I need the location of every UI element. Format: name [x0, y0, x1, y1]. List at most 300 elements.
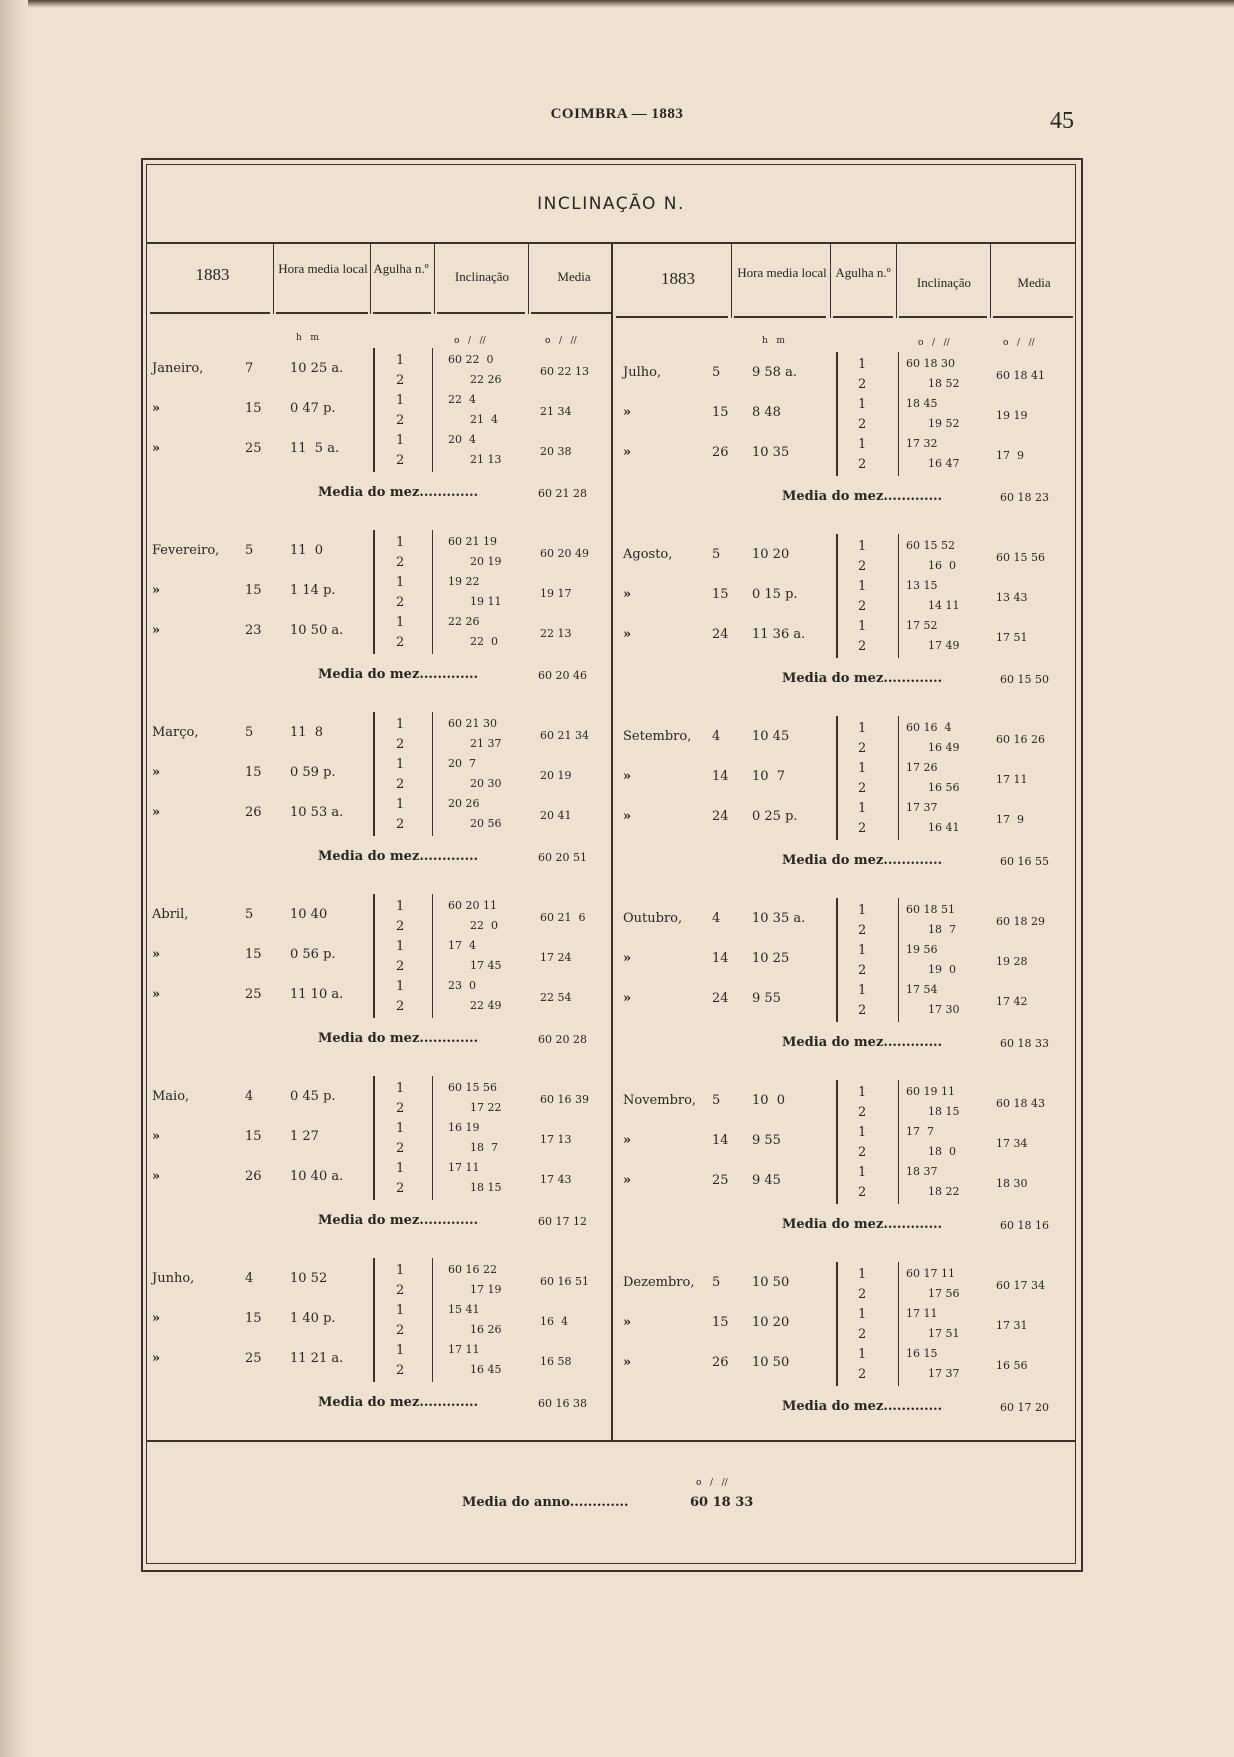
- inclination-value: 16 49: [928, 741, 960, 754]
- needle-number: 1: [858, 539, 867, 554]
- unit-hora-left: h m: [296, 333, 319, 343]
- month-name: Setembro,: [623, 729, 692, 744]
- hour-value: 1 14 p.: [290, 583, 336, 598]
- hour-value: 10 25: [752, 951, 790, 966]
- header-rule: [993, 316, 1073, 318]
- day-number: 15: [712, 587, 729, 602]
- needle-number: 2: [858, 417, 867, 432]
- inclination-value: 18 45: [906, 397, 938, 410]
- table-title: INCLINAÇÃO N.: [537, 194, 685, 214]
- inclination-value: 16 45: [470, 1363, 502, 1376]
- month-name: Agosto,: [623, 547, 673, 562]
- needle-number: 1: [396, 1121, 405, 1136]
- media-value: 60 18 29: [996, 915, 1045, 928]
- media-value: 60 16 26: [996, 733, 1045, 746]
- needle-number: 1: [858, 761, 867, 776]
- inclination-value: 20 7: [448, 757, 476, 770]
- day-number: 15: [245, 765, 262, 780]
- hour-value: 11 36 a.: [752, 627, 806, 642]
- month-name: »: [623, 809, 632, 824]
- media-value: 19 19: [996, 409, 1028, 422]
- month-mean-value: 60 18 23: [1000, 491, 1049, 504]
- inclination-value: 20 19: [470, 555, 502, 568]
- month-name: »: [623, 405, 632, 420]
- day-number: 4: [712, 911, 721, 926]
- day-number: 25: [245, 441, 262, 456]
- needle-number: 2: [858, 781, 867, 796]
- month-mean-label: Media do mez.............: [782, 853, 943, 868]
- inclination-bar: [432, 1258, 433, 1382]
- inclination-bar: [432, 348, 433, 472]
- month-mean-label: Media do mez.............: [318, 1395, 479, 1410]
- inclination-value: 17 11: [448, 1343, 480, 1356]
- inclination-value: 20 30: [470, 777, 502, 790]
- hour-value: 10 40 a.: [290, 1169, 344, 1184]
- inclination-value: 60 19 11: [906, 1085, 955, 1098]
- needle-bar: [836, 716, 838, 840]
- hour-value: 10 35 a.: [752, 911, 806, 926]
- month-name: Janeiro,: [152, 361, 204, 376]
- day-number: 5: [245, 725, 254, 740]
- needle-number: 2: [396, 595, 405, 610]
- header-divider: [990, 244, 991, 318]
- unit-hora-right: h m: [762, 336, 785, 346]
- hour-value: 10 40: [290, 907, 328, 922]
- inclination-value: 18 7: [470, 1141, 498, 1154]
- day-number: 25: [712, 1173, 729, 1188]
- inclination-value: 16 47: [928, 457, 960, 470]
- header-hora-right: Hora media local: [737, 265, 827, 280]
- day-number: 26: [712, 445, 729, 460]
- needle-number: 1: [396, 797, 405, 812]
- media-value: 60 16 51: [540, 1275, 589, 1288]
- needle-number: 1: [858, 1267, 867, 1282]
- needle-number: 1: [858, 1307, 867, 1322]
- month-name: Julho,: [623, 365, 662, 380]
- header-rule: [437, 312, 525, 314]
- inclination-value: 21 4: [470, 413, 498, 426]
- unit-angle-left: o / //: [454, 336, 486, 346]
- header-agulha-right: Agulha n.º: [835, 265, 891, 280]
- needle-number: 2: [396, 737, 405, 752]
- hour-value: 0 56 p.: [290, 947, 336, 962]
- inclination-bar: [898, 352, 899, 476]
- needle-number: 1: [396, 717, 405, 732]
- month-name: Abril,: [152, 907, 189, 922]
- inclination-value: 19 11: [470, 595, 502, 608]
- needle-number: 2: [396, 1101, 405, 1116]
- needle-number: 1: [396, 899, 405, 914]
- inclination-value: 60 21 30: [448, 717, 497, 730]
- inclination-value: 60 18 30: [906, 357, 955, 370]
- month-mean-value: 60 18 16: [1000, 1219, 1049, 1232]
- inclination-value: 16 56: [928, 781, 960, 794]
- needle-number: 2: [858, 821, 867, 836]
- media-value: 16 56: [996, 1359, 1028, 1372]
- needle-number: 1: [396, 1303, 405, 1318]
- inclination-value: 17 19: [470, 1283, 502, 1296]
- hour-value: 11 5 a.: [290, 441, 340, 456]
- needle-number: 1: [396, 353, 405, 368]
- inclination-value: 18 37: [906, 1165, 938, 1178]
- media-value: 17 51: [996, 631, 1028, 644]
- day-number: 15: [245, 1311, 262, 1326]
- month-mean-value: 60 20 28: [538, 1033, 587, 1046]
- month-name: »: [152, 805, 161, 820]
- needle-number: 1: [858, 1125, 867, 1140]
- month-mean-label: Media do mez.............: [782, 1399, 943, 1414]
- day-number: 5: [245, 543, 254, 558]
- media-value: 17 34: [996, 1137, 1028, 1150]
- day-number: 7: [245, 361, 254, 376]
- needle-number: 2: [396, 555, 405, 570]
- needle-bar: [373, 894, 375, 1018]
- needle-number: 2: [396, 1363, 405, 1378]
- month-name: »: [152, 987, 161, 1002]
- inclination-bar: [898, 898, 899, 1022]
- inclination-value: 60 17 11: [906, 1267, 955, 1280]
- needle-number: 2: [396, 373, 405, 388]
- day-number: 25: [245, 1351, 262, 1366]
- needle-number: 1: [396, 939, 405, 954]
- media-value: 17 24: [540, 951, 572, 964]
- hour-value: 11 10 a.: [290, 987, 344, 1002]
- inclination-value: 22 4: [448, 393, 476, 406]
- month-name: »: [623, 1315, 632, 1330]
- month-mean-value: 60 17 20: [1000, 1401, 1049, 1414]
- header-hora-left: Hora media local: [278, 261, 368, 276]
- month-name: Junho,: [152, 1271, 195, 1286]
- needle-number: 1: [858, 801, 867, 816]
- inclination-value: 13 15: [906, 579, 938, 592]
- header-rule: [833, 316, 893, 318]
- day-number: 5: [245, 907, 254, 922]
- page-number: 45: [1050, 108, 1074, 134]
- needle-number: 2: [396, 1141, 405, 1156]
- media-value: 20 41: [540, 809, 572, 822]
- media-value: 17 9: [996, 813, 1024, 826]
- needle-number: 1: [396, 1263, 405, 1278]
- unit-media-right: o / //: [1003, 338, 1035, 348]
- annual-unit: o / //: [696, 1478, 728, 1488]
- month-mean-label: Media do mez.............: [318, 667, 479, 682]
- month-mean-value: 60 16 55: [1000, 855, 1049, 868]
- hour-value: 0 47 p.: [290, 401, 336, 416]
- month-name: Dezembro,: [623, 1275, 695, 1290]
- needle-number: 2: [858, 963, 867, 978]
- inclination-value: 22 49: [470, 999, 502, 1012]
- inclination-value: 17 32: [906, 437, 938, 450]
- media-value: 17 9: [996, 449, 1024, 462]
- needle-number: 1: [858, 357, 867, 372]
- month-mean-value: 60 16 38: [538, 1397, 587, 1410]
- header-divider: [731, 244, 732, 318]
- needle-number: 1: [858, 437, 867, 452]
- needle-number: 2: [858, 639, 867, 654]
- inclination-value: 18 15: [928, 1105, 960, 1118]
- month-name: »: [152, 583, 161, 598]
- day-number: 15: [245, 1129, 262, 1144]
- media-value: 17 13: [540, 1133, 572, 1146]
- inclination-value: 22 0: [470, 919, 498, 932]
- hour-value: 11 21 a.: [290, 1351, 344, 1366]
- needle-number: 2: [396, 999, 405, 1014]
- hour-value: 10 45: [752, 729, 790, 744]
- needle-bar: [373, 530, 375, 654]
- inclination-bar: [898, 716, 899, 840]
- day-number: 24: [712, 627, 729, 642]
- month-name: »: [152, 1129, 161, 1144]
- annual-label: Media do anno.............: [462, 1495, 629, 1510]
- needle-number: 1: [858, 943, 867, 958]
- month-name: »: [623, 627, 632, 642]
- header-rule: [373, 312, 431, 314]
- needle-number: 1: [396, 1081, 405, 1096]
- month-mean-value: 60 17 12: [538, 1215, 587, 1228]
- header-agulha-left: Agulha n.º: [373, 261, 429, 276]
- media-value: 17 11: [996, 773, 1028, 786]
- inclination-value: 17 49: [928, 639, 960, 652]
- needle-bar: [373, 348, 375, 472]
- inclination-value: 17 7: [906, 1125, 934, 1138]
- needle-number: 2: [396, 817, 405, 832]
- inclination-value: 23 0: [448, 979, 476, 992]
- day-number: 23: [245, 623, 262, 638]
- needle-bar: [373, 712, 375, 836]
- needle-number: 2: [396, 635, 405, 650]
- inclination-value: 60 18 51: [906, 903, 955, 916]
- needle-number: 2: [858, 741, 867, 756]
- media-value: 13 43: [996, 591, 1028, 604]
- hour-value: 0 15 p.: [752, 587, 798, 602]
- month-name: »: [152, 441, 161, 456]
- inclination-value: 19 56: [906, 943, 938, 956]
- needle-bar: [836, 898, 838, 1022]
- needle-number: 2: [858, 1287, 867, 1302]
- media-value: 21 34: [540, 405, 572, 418]
- inclination-value: 17 54: [906, 983, 938, 996]
- inclination-value: 18 0: [928, 1145, 956, 1158]
- media-value: 60 20 49: [540, 547, 589, 560]
- month-mean-label: Media do mez.............: [782, 1217, 943, 1232]
- hour-value: 10 0: [752, 1093, 786, 1108]
- media-value: 19 28: [996, 955, 1028, 968]
- needle-number: 2: [396, 777, 405, 792]
- hour-value: 9 45: [752, 1173, 781, 1188]
- day-number: 26: [245, 805, 262, 820]
- needle-number: 1: [858, 983, 867, 998]
- needle-bar: [373, 1258, 375, 1382]
- hour-value: 10 25 a.: [290, 361, 344, 376]
- media-value: 20 38: [540, 445, 572, 458]
- header-year-right: 1883: [661, 269, 695, 288]
- header-rule: [276, 312, 368, 314]
- inclination-value: 18 22: [928, 1185, 960, 1198]
- hour-value: 10 50: [752, 1275, 790, 1290]
- inclination-value: 18 7: [928, 923, 956, 936]
- month-name: »: [152, 765, 161, 780]
- day-number: 14: [712, 951, 729, 966]
- media-value: 60 22 13: [540, 365, 589, 378]
- inclination-value: 15 41: [448, 1303, 480, 1316]
- media-value: 60 17 34: [996, 1279, 1045, 1292]
- media-value: 17 43: [540, 1173, 572, 1186]
- hour-value: 11 8: [290, 725, 324, 740]
- inclination-value: 16 26: [470, 1323, 502, 1336]
- media-value: 18 30: [996, 1177, 1028, 1190]
- month-mean-label: Media do mez.............: [318, 1031, 479, 1046]
- inclination-value: 16 0: [928, 559, 956, 572]
- header-divider: [896, 244, 897, 318]
- media-value: 17 42: [996, 995, 1028, 1008]
- month-name: »: [623, 445, 632, 460]
- month-name: »: [623, 1355, 632, 1370]
- inclination-value: 60 15 52: [906, 539, 955, 552]
- hour-value: 0 45 p.: [290, 1089, 336, 1104]
- media-value: 20 19: [540, 769, 572, 782]
- day-number: 15: [245, 583, 262, 598]
- needle-number: 2: [858, 377, 867, 392]
- day-number: 15: [245, 401, 262, 416]
- needle-number: 1: [396, 433, 405, 448]
- month-mean-label: Media do mez.............: [318, 1213, 479, 1228]
- month-mean-label: Media do mez.............: [782, 1035, 943, 1050]
- header-media-right: Media: [1017, 275, 1051, 290]
- inclination-value: 17 56: [928, 1287, 960, 1300]
- day-number: 4: [245, 1271, 254, 1286]
- header-divider: [370, 244, 371, 314]
- needle-number: 2: [858, 1105, 867, 1120]
- header-rule: [616, 316, 728, 318]
- inclination-value: 21 13: [470, 453, 502, 466]
- inclination-value: 19 0: [928, 963, 956, 976]
- month-name: Novembro,: [623, 1093, 697, 1108]
- needle-number: 1: [858, 1347, 867, 1362]
- header-divider: [830, 244, 831, 318]
- header-divider: [273, 244, 274, 314]
- media-value: 22 13: [540, 627, 572, 640]
- day-number: 5: [712, 1093, 721, 1108]
- month-name: »: [623, 1133, 632, 1148]
- inclination-value: 17 37: [928, 1367, 960, 1380]
- needle-number: 1: [396, 575, 405, 590]
- day-number: 15: [712, 405, 729, 420]
- day-number: 15: [712, 1315, 729, 1330]
- inclination-bar: [898, 1080, 899, 1204]
- inclination-value: 19 52: [928, 417, 960, 430]
- needle-bar: [373, 1076, 375, 1200]
- needle-number: 1: [396, 1161, 405, 1176]
- hour-value: 10 52: [290, 1271, 328, 1286]
- month-name: Março,: [152, 725, 199, 740]
- day-number: 5: [712, 1275, 721, 1290]
- month-name: »: [623, 769, 632, 784]
- annual-value: 60 18 33: [690, 1495, 754, 1510]
- inclination-value: 22 0: [470, 635, 498, 648]
- month-name: Maio,: [152, 1089, 190, 1104]
- needle-number: 2: [858, 1145, 867, 1160]
- month-mean-label: Media do mez.............: [318, 485, 479, 500]
- day-number: 24: [712, 809, 729, 824]
- needle-number: 1: [858, 721, 867, 736]
- day-number: 4: [712, 729, 721, 744]
- needle-number: 2: [396, 1283, 405, 1298]
- inclination-bar: [432, 712, 433, 836]
- header-media-left: Media: [557, 269, 591, 284]
- month-name: »: [152, 1351, 161, 1366]
- month-name: »: [623, 991, 632, 1006]
- needle-number: 1: [396, 535, 405, 550]
- hour-value: 9 55: [752, 991, 781, 1006]
- header-divider: [528, 244, 529, 314]
- inclination-value: 17 45: [470, 959, 502, 972]
- needle-number: 1: [858, 1085, 867, 1100]
- needle-number: 2: [858, 1185, 867, 1200]
- header-rule: [531, 312, 611, 314]
- needle-number: 1: [858, 579, 867, 594]
- needle-number: 1: [396, 615, 405, 630]
- inclination-bar: [432, 530, 433, 654]
- hour-value: 10 50: [752, 1355, 790, 1370]
- needle-number: 2: [858, 1327, 867, 1342]
- month-name: »: [152, 401, 161, 416]
- day-number: 26: [245, 1169, 262, 1184]
- day-number: 26: [712, 1355, 729, 1370]
- header-inclinacao-left: Inclinação: [454, 269, 510, 284]
- needle-number: 2: [858, 599, 867, 614]
- media-value: 16 58: [540, 1355, 572, 1368]
- month-name: Fevereiro,: [152, 543, 220, 558]
- hour-value: 9 55: [752, 1133, 781, 1148]
- inclination-bar: [432, 894, 433, 1018]
- needle-bar: [836, 352, 838, 476]
- month-name: Outubro,: [623, 911, 683, 926]
- needle-bar: [836, 534, 838, 658]
- hour-value: 10 53 a.: [290, 805, 344, 820]
- hour-value: 0 59 p.: [290, 765, 336, 780]
- needle-number: 2: [858, 923, 867, 938]
- inclination-value: 18 15: [470, 1181, 502, 1194]
- inclination-value: 17 51: [928, 1327, 960, 1340]
- media-value: 19 17: [540, 587, 572, 600]
- center-divider: [611, 244, 613, 1440]
- media-value: 17 31: [996, 1319, 1028, 1332]
- needle-number: 2: [858, 1003, 867, 1018]
- needle-number: 2: [396, 453, 405, 468]
- inclination-value: 17 22: [470, 1101, 502, 1114]
- month-mean-value: 60 20 51: [538, 851, 587, 864]
- header-inclinacao-right: Inclinação: [916, 275, 972, 290]
- header-divider: [434, 244, 435, 314]
- inclination-value: 19 22: [448, 575, 480, 588]
- month-mean-value: 60 21 28: [538, 487, 587, 500]
- inclination-value: 60 22 0: [448, 353, 494, 366]
- header-year-left: 1883: [195, 265, 230, 284]
- hour-value: 8 48: [752, 405, 781, 420]
- media-value: 60 15 56: [996, 551, 1045, 564]
- hour-value: 10 7: [752, 769, 786, 784]
- needle-number: 2: [396, 919, 405, 934]
- month-name: »: [623, 1173, 632, 1188]
- hour-value: 10 35: [752, 445, 790, 460]
- month-name: »: [152, 1311, 161, 1326]
- inclination-value: 17 37: [906, 801, 938, 814]
- book-spine-shadow: [0, 0, 28, 1757]
- inclination-value: 17 26: [906, 761, 938, 774]
- needle-bar: [836, 1262, 838, 1386]
- hour-value: 10 50 a.: [290, 623, 344, 638]
- inclination-value: 16 19: [448, 1121, 480, 1134]
